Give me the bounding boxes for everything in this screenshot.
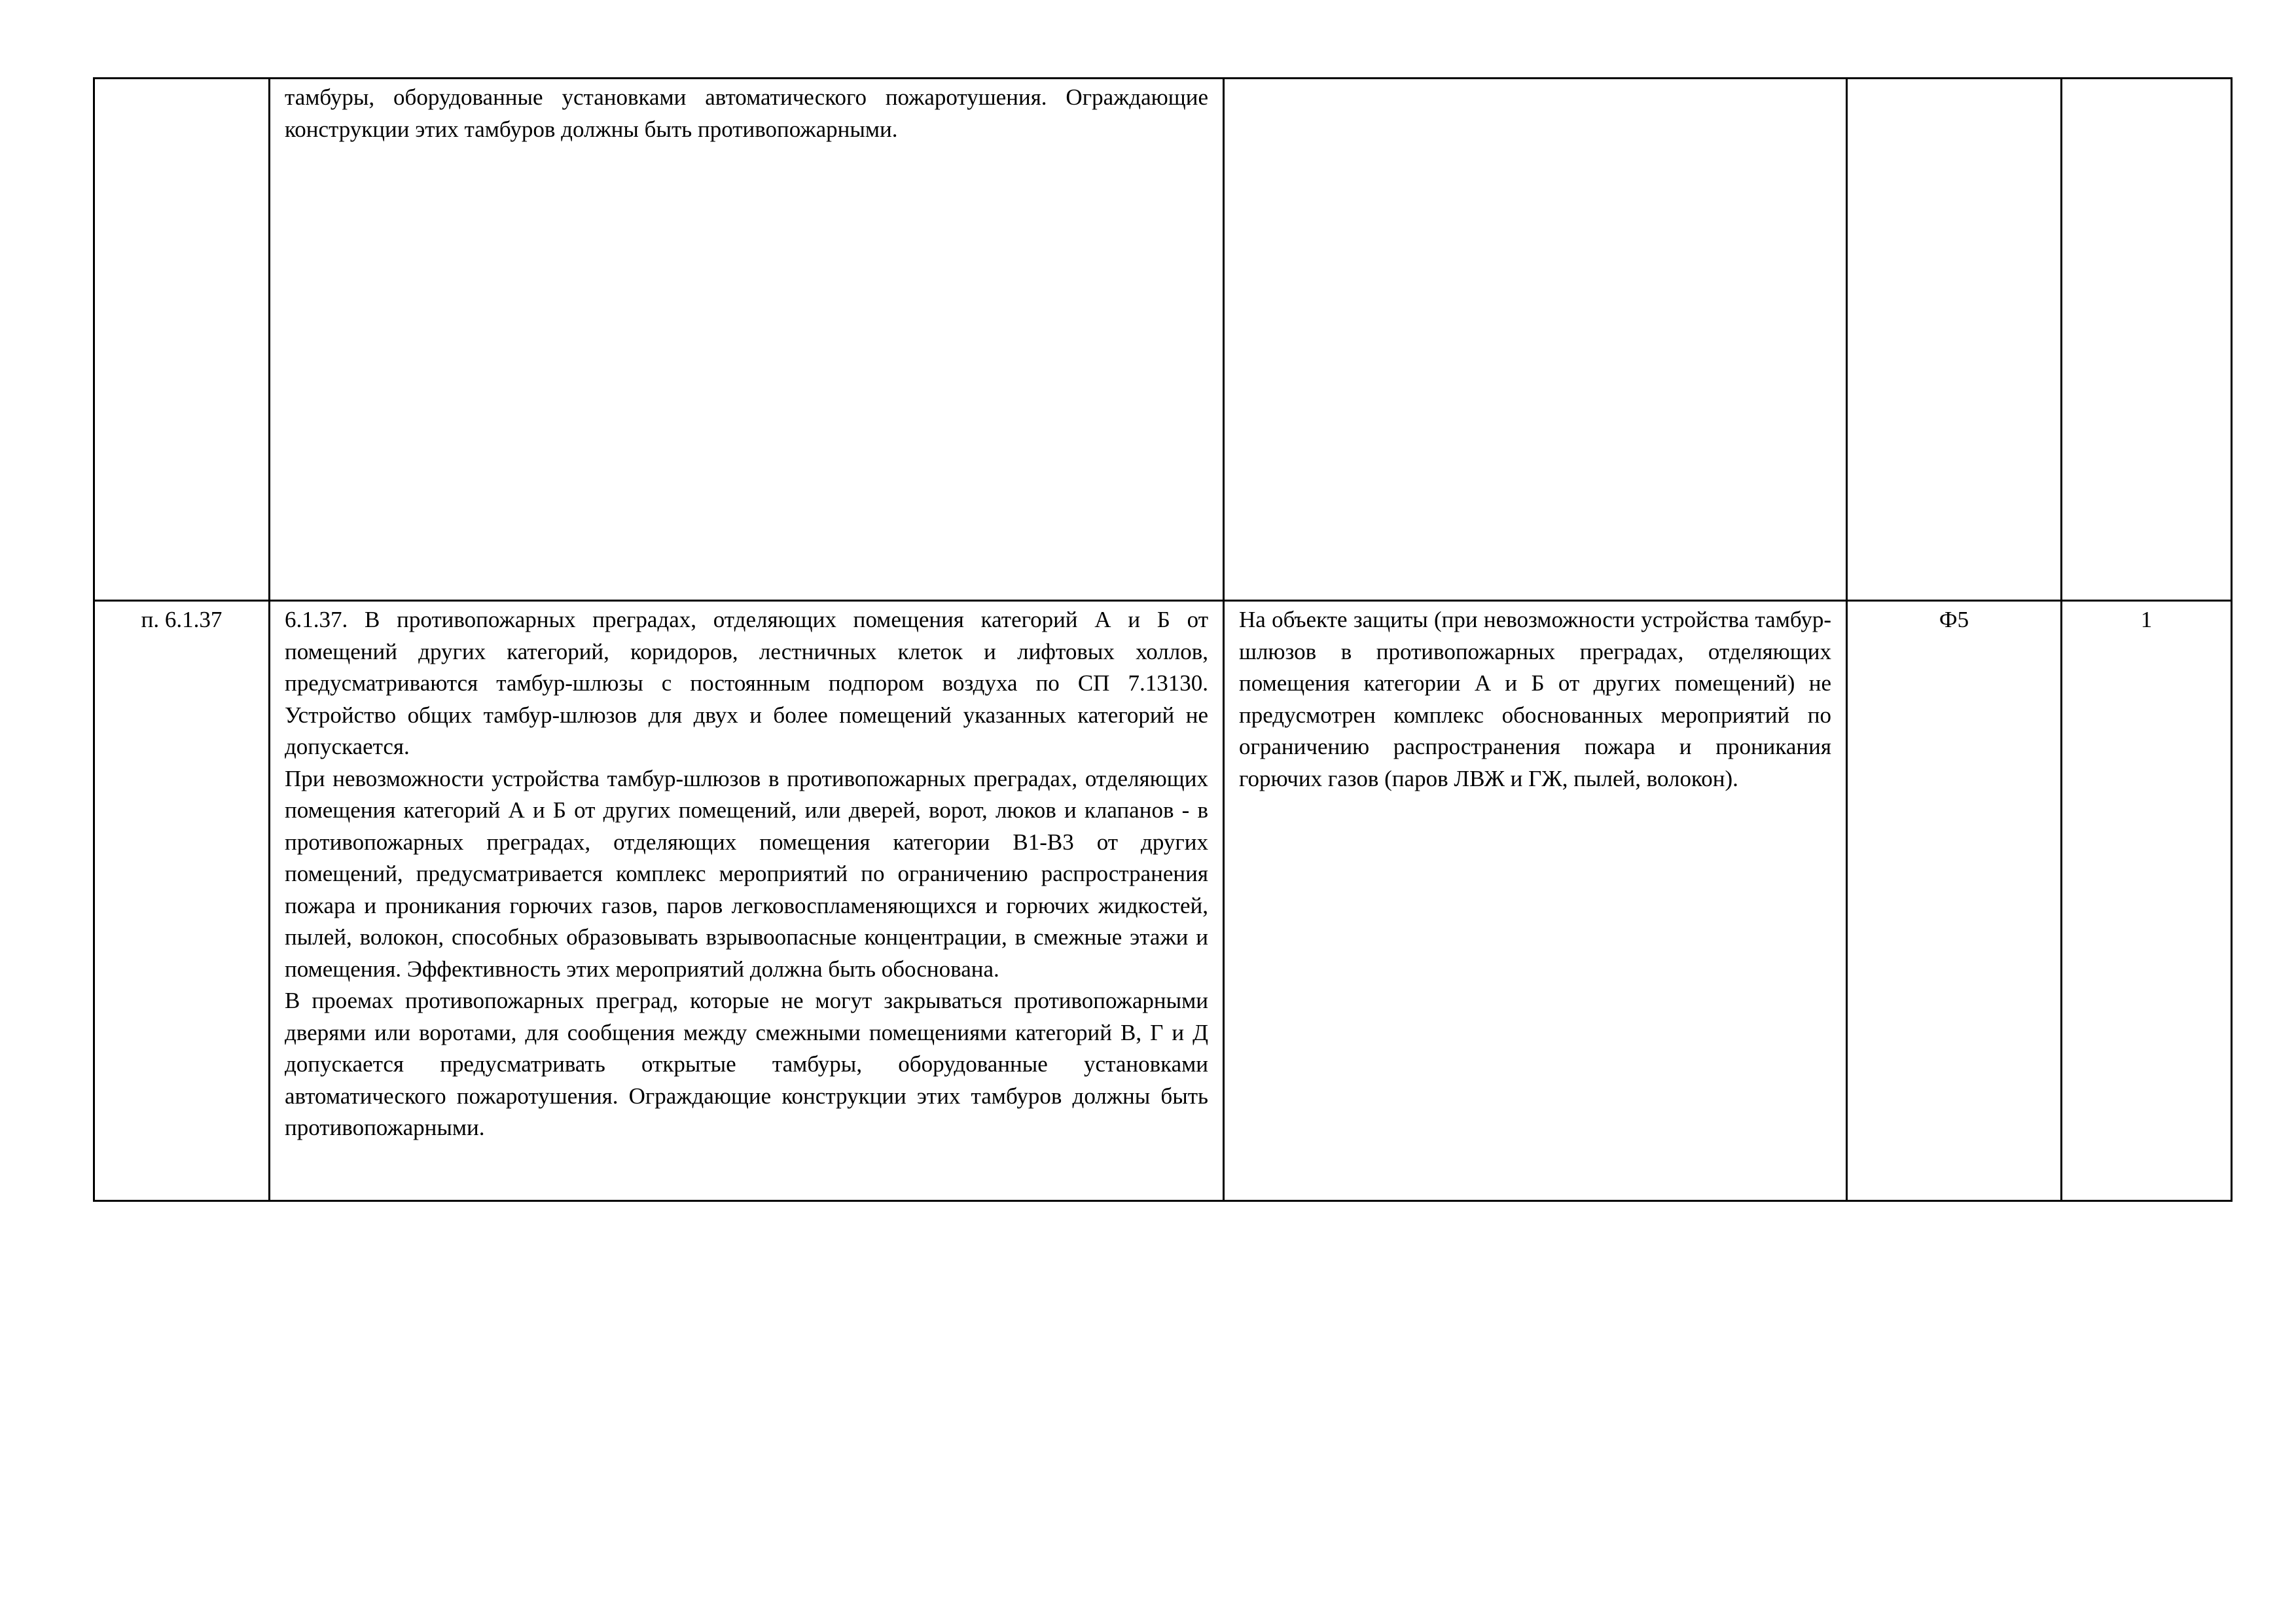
violation-code-cell: Ф5 bbox=[1847, 601, 2062, 1201]
violation-code-cell bbox=[1847, 79, 2062, 601]
requirement-paragraph: тамбуры, оборудованные установками автоматического пожаротушения. Ограждающие конструкции этих тамбуров должны быть противопожарными. bbox=[285, 84, 1208, 142]
violation-count-cell: 1 bbox=[2062, 601, 2232, 1201]
requirement-paragraph: При невозможности устройства тамбур-шлюзов в противопожарных преградах, отделяющих помещения категорий А и Б от других помещений, или дверей, ворот, люков и клапанов - в противопожарных преградах, отделяющих помещения категории В1-В3 от других помещений, предусматривается комплекс мероприятий по ограничению распространения пожара и проникания горючих газов, паров легковоспламеняющихся и горючих жидкостей, пылей, волокон, способных образовывать взрывоопасные концентрации, в смежные этажи и помещения. Эффективность этих мероприятий должна быть обоснована. bbox=[285, 765, 1208, 982]
requirement-paragraph: В проемах противопожарных преград, которые не могут закрываться противопожарными дверями или воротами, для сообщения между смежными помещениями категорий В, Г и Д допускается предусматривать открытые тамбуры, оборудованные установками автоматического пожаротушения. Ограждающие конструкции этих тамбуров должны быть противопожарными. bbox=[285, 988, 1208, 1140]
violation-finding-cell bbox=[1224, 79, 1847, 601]
norm-reference-cell: п. 6.1.37 bbox=[94, 601, 270, 1201]
requirement-text-cell bbox=[270, 79, 1224, 601]
requirement-text-cell bbox=[270, 601, 1224, 1201]
table-row bbox=[94, 601, 2232, 1201]
norm-reference-cell bbox=[94, 79, 270, 601]
table-row bbox=[94, 79, 2232, 601]
violation-count-cell bbox=[2062, 79, 2232, 601]
violation-finding-cell bbox=[1224, 601, 1847, 1201]
requirement-paragraph: 6.1.37. В противопожарных преградах, отделяющих помещения категорий А и Б от помещений других категорий, коридоров, лестничных клеток и лифтовых холлов, предусматриваются тамбур-шлюзы с постоянным подпором воздуха по СП 7.13130. Устройство общих тамбур-шлюзов для двух и более помещений указанных категорий не допускается. bbox=[285, 607, 1208, 759]
violation-finding-text: На объекте защиты (при невозможности устройства тамбур-шлюзов в противопожарных преградах, отделяющих помещения категории А и Б от других помещений) не предусмотрен комплекс обоснованных мероприятий по ограничению распространения пожара и проникания горючих газов (паров ЛВЖ и ГЖ, пылей, волокон). bbox=[1239, 607, 1831, 791]
inspection-table bbox=[93, 77, 2233, 1202]
